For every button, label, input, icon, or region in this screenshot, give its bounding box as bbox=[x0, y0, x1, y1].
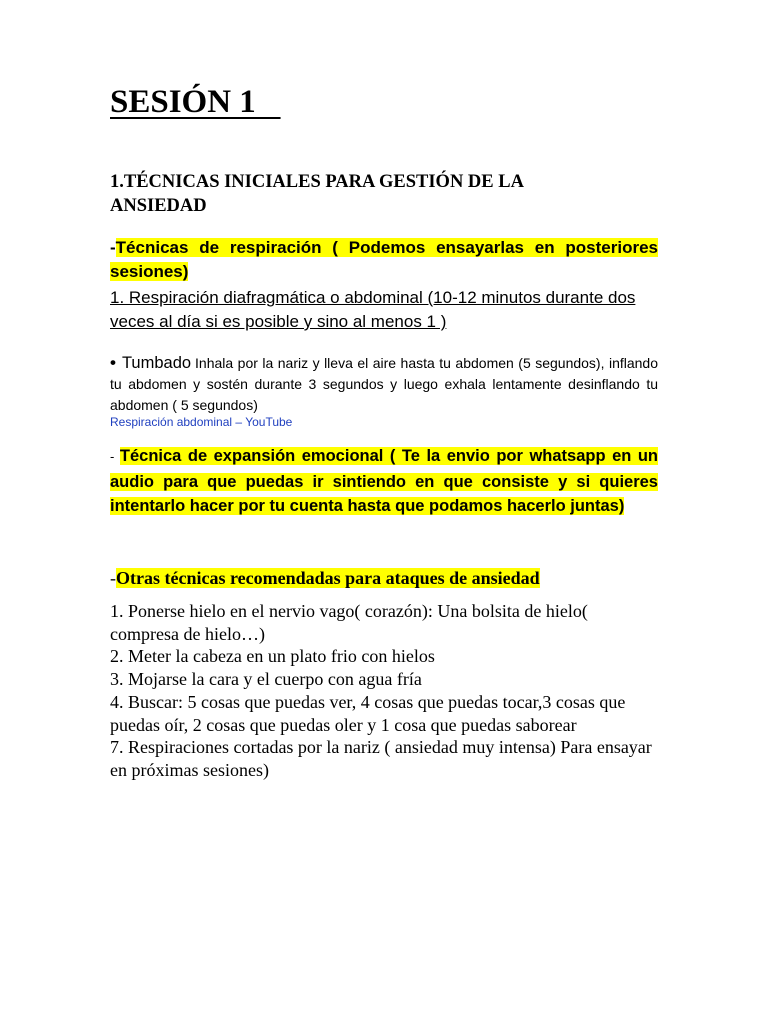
list-item: 1. Ponerse hielo en el nervio vago( corazón): Una bolsita de hielo( compresa de hielo…) bbox=[110, 601, 588, 644]
expansion-dash: - bbox=[110, 449, 120, 464]
breathing-instructions bbox=[110, 352, 658, 416]
expansion-text: Técnica de expansión emocional ( Te la envio por whatsapp en un audio para que puedas ir sintiendo en que consiste y si quieres intentarlo hacer por tu cuenta hasta que podamos hacerlo juntas) bbox=[110, 447, 658, 515]
diaphragmatic-breathing-subheading: 1. Respiración diafragmática o abdominal (10-12 minutos durante dos veces al día si es posible y sino al menos 1 ) bbox=[110, 288, 636, 331]
other-techniques-list bbox=[110, 600, 658, 782]
youtube-link[interactable]: Respiración abdominal – YouTube bbox=[110, 415, 293, 429]
breathing-techniques-heading bbox=[110, 236, 658, 284]
other-techniques-heading bbox=[110, 566, 658, 590]
other-dash: - bbox=[110, 568, 116, 588]
list-item: 2. Meter la cabeza en un plato frio con hielos bbox=[110, 646, 435, 667]
bullet-icon: • bbox=[110, 353, 116, 372]
instructions-lead: Tumbado bbox=[121, 354, 192, 372]
instructions-text: Inhala por la nariz y lleva el aire hasta tu abdomen (5 segundos), inflando tu abdomen y sostén durante 3 segundos y luego exhala lentamente desinflando tu abdomen ( 5 segundos) bbox=[110, 355, 658, 413]
other-heading-text: Otras técnicas recomendadas para ataques de ansiedad bbox=[116, 568, 540, 588]
page-title: SESIÓN 1 bbox=[110, 84, 281, 120]
emotional-expansion-paragraph bbox=[110, 444, 658, 519]
breathing-dash: - bbox=[110, 238, 116, 257]
list-item: 7. Respiraciones cortadas por la nariz ( ansiedad muy intensa) Para ensayar en próximas sesiones) bbox=[110, 737, 652, 780]
breathing-heading-text: Técnicas de respiración ( Podemos ensayarlas en posteriores sesiones) bbox=[110, 238, 658, 281]
section-heading: 1.TÉCNICAS INICIALES PARA GESTIÓN DE LA ANSIEDAD bbox=[110, 172, 523, 216]
list-item: 3. Mojarse la cara y el cuerpo con agua fría bbox=[110, 669, 422, 690]
list-item: 4. Buscar: 5 cosas que puedas ver, 4 cosas que puedas tocar,3 cosas que puedas oír, 2 cosas que puedas oler y 1 cosa que puedas saborear bbox=[110, 691, 626, 735]
